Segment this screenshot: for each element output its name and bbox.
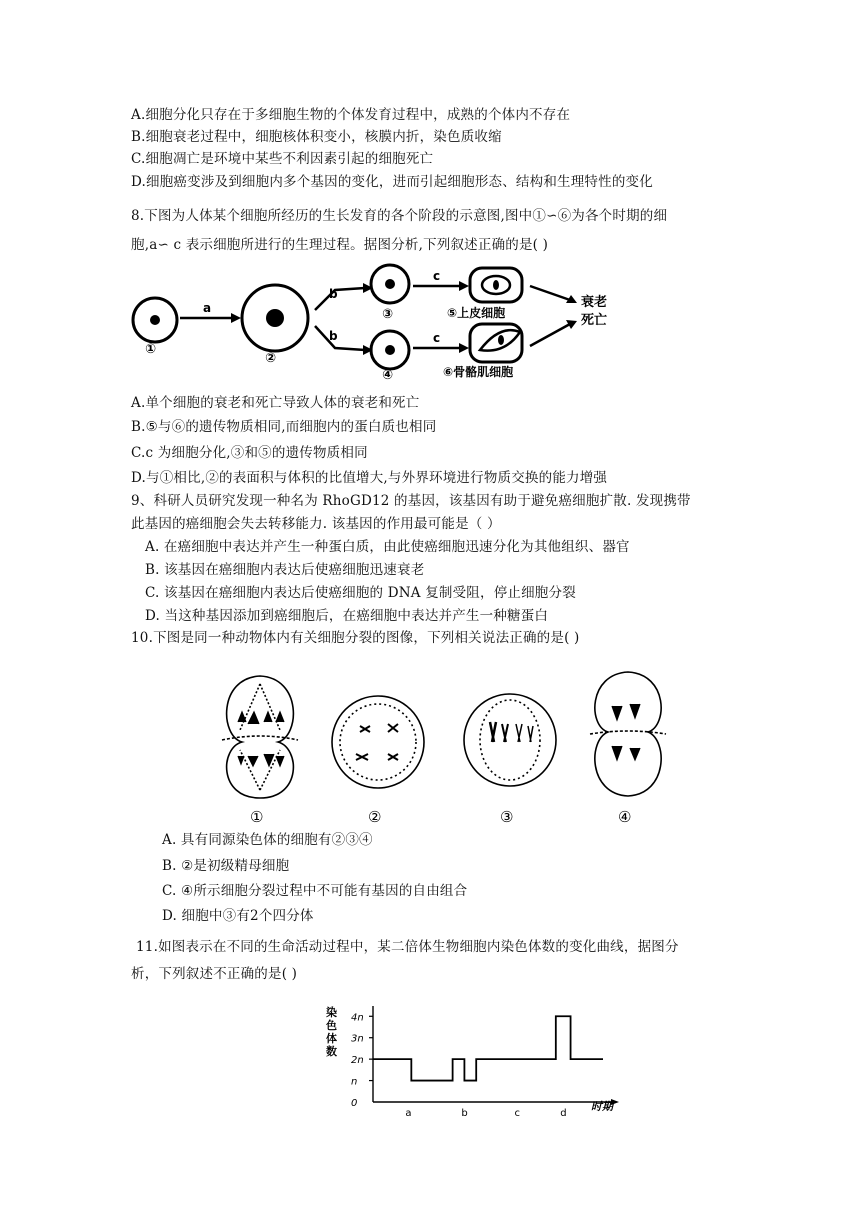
end-label-aging: 衰老: [581, 295, 608, 310]
ylabel-char-4: 数: [326, 1045, 337, 1058]
cell-division-diagrams: [210, 670, 680, 830]
cell-2-outline: [332, 696, 424, 788]
division-label-4: ④: [618, 808, 632, 826]
y-tick-label: 4n: [351, 1012, 364, 1024]
q8-option-a: A.单个细胞的衰老和死亡导致人体的衰老和死亡: [131, 395, 420, 411]
cell-5-label: ⑤上皮细胞: [447, 306, 506, 320]
x-tick-label: b: [461, 1108, 468, 1119]
x-tick-label: a: [405, 1108, 412, 1119]
division-label-3: ③: [500, 808, 514, 826]
q10-option-d: D. 细胞中③有2个四分体: [162, 908, 314, 924]
q10-option-a: A. 具有同源染色体的细胞有②③④: [162, 832, 373, 848]
q9-stem-line2: 此基因的癌细胞会失去转移能力. 该基因的作用最可能是（ ）: [131, 516, 501, 532]
end-label-death: 死亡: [581, 313, 608, 328]
x-tick-label: d: [560, 1108, 567, 1119]
division-label-2: ②: [368, 808, 382, 826]
cell-4-label: ④: [382, 368, 394, 380]
cell-3-label: ③: [382, 307, 394, 322]
q8-stem-line2: 胞,a∽ c 表示细胞所进行的生理过程。据图分析,下列叙述正确的是( ): [131, 237, 549, 253]
q7-option-d: D.细胞癌变涉及到细胞内多个基因的变化，进而引起细胞形态、结构和生理特性的变化: [131, 174, 653, 190]
chromosome-line: [373, 1016, 603, 1080]
arrow-c-label-2: c: [433, 331, 441, 345]
arrow-b-label-2: b: [329, 329, 338, 343]
cell-4-outline: [595, 672, 661, 796]
q10-option-c: C. ④所示细胞分裂过程中不可能有基因的自由组合: [162, 883, 468, 899]
chromosome-number-chart: [318, 996, 638, 1121]
cell-development-diagram: [125, 262, 610, 380]
q8-option-c: C.c 为细胞分化,③和⑤的遗传物质相同: [131, 445, 368, 461]
ylabel-char-2: 色: [326, 1019, 337, 1032]
q9-option-c: C. 该基因在癌细胞内表达后使癌细胞的 DNA 复制受阻，停止细胞分裂: [145, 585, 576, 601]
q7-option-b: B.细胞衰老过程中，细胞核体积变小，核膜内折，染色质收缩: [131, 129, 502, 145]
y-tick-label: n: [351, 1076, 358, 1088]
arrow-c-label-1: c: [433, 269, 441, 283]
q9-stem-line1: 9、科研人员研究发现一种名为 RhoGD12 的基因，该基因有助于避免癌细胞扩散. 发现携带: [131, 493, 691, 509]
q11-stem-line1: 11.如图表示在不同的生命活动过程中，某二倍体生物细胞内染色体数的变化曲线，据图分: [136, 939, 679, 955]
cell-3-outline: [464, 694, 556, 786]
division-label-1: ①: [250, 808, 264, 826]
cell-1-label: ①: [145, 342, 157, 357]
q8-option-b: B.⑤与⑥的遗传物质相同,而细胞内的蛋白质也相同: [131, 419, 437, 435]
ylabel-char-1: 染: [326, 1006, 337, 1019]
q7-option-a: A.细胞分化只存在于多细胞生物的个体发育过程中，成熟的个体内不存在: [131, 107, 571, 123]
y-tick-label: 3n: [351, 1033, 364, 1045]
q8-option-d: D.与①相比,②的表面积与体积的比值增大,与外界环境进行物质交换的能力增强: [131, 470, 608, 486]
arrow-a-label: a: [203, 301, 212, 315]
y-tick-label: 0: [351, 1098, 358, 1109]
q10-stem: 10.下图是同一种动物体内有关细胞分裂的图像，下列相关说法正确的是( ): [131, 630, 580, 646]
cell-2-label: ②: [265, 351, 277, 366]
xlabel: 时期: [591, 1100, 613, 1113]
q7-option-c: C.细胞凋亡是环境中某些不利因素引起的细胞死亡: [131, 151, 434, 167]
ylabel-char-3: 体: [326, 1032, 337, 1045]
q9-option-d: D. 当这种基因添加到癌细胞后，在癌细胞中表达并产生一种糖蛋白: [145, 608, 549, 624]
cell-6-label: ⑥骨骼肌细胞: [443, 365, 514, 379]
q10-option-b: B. ②是初级精母细胞: [162, 858, 290, 874]
arrow-b-label-1: b: [329, 287, 338, 301]
q9-option-a: A. 在癌细胞中表达并产生一种蛋白质，由此使癌细胞迅速分化为其他组织、器官: [145, 539, 630, 555]
q11-stem-line2: 析，下列叙述不正确的是( ): [131, 966, 298, 982]
x-tick-label: c: [514, 1108, 520, 1119]
q9-option-b: B. 该基因在癌细胞内表达后使癌细胞迅速衰老: [145, 562, 425, 578]
q8-stem-line1: 8.下图为人体某个细胞所经历的生长发育的各个阶段的示意图,图中①∽⑥为各个时期的细: [131, 208, 668, 224]
y-tick-label: 2n: [351, 1055, 364, 1067]
